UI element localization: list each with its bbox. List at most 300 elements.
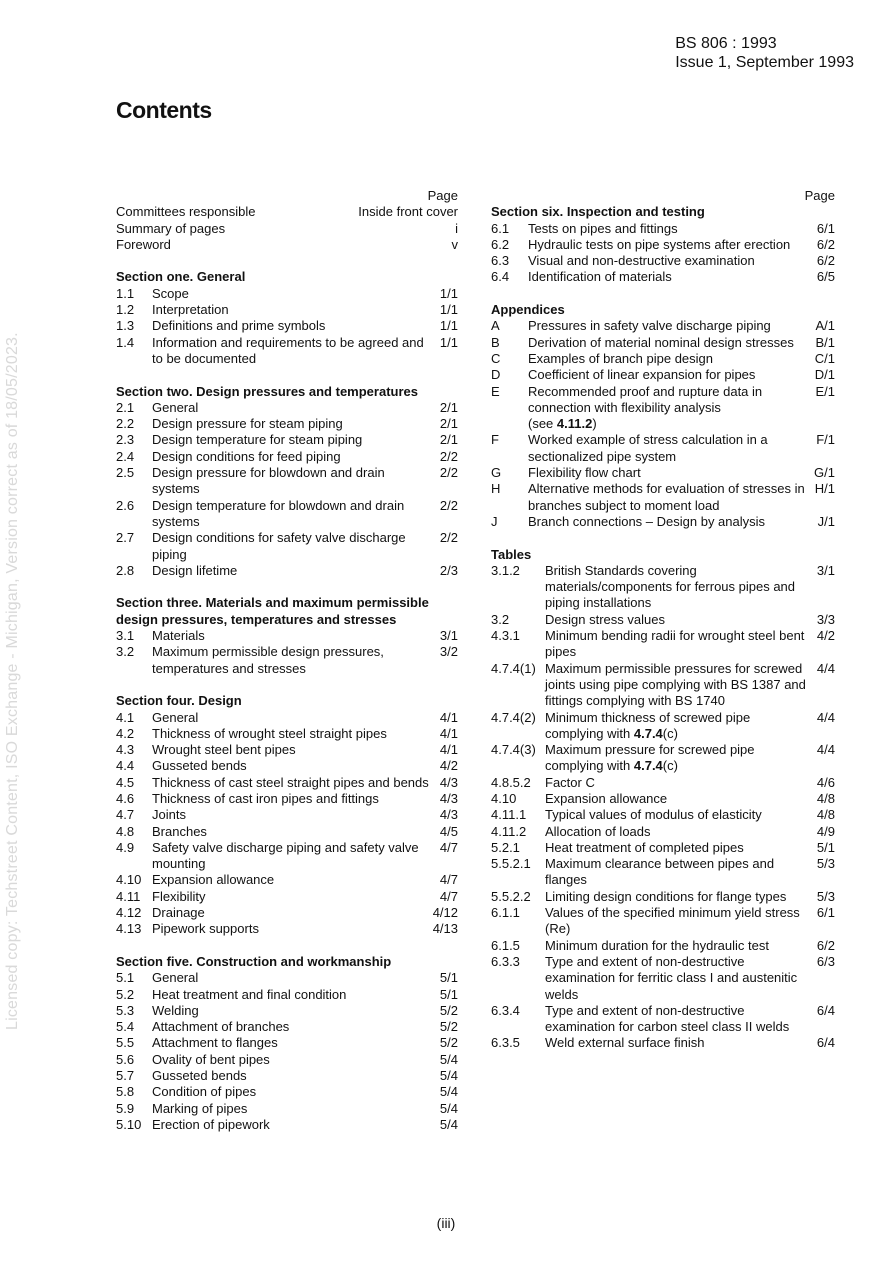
- page-title: Contents: [116, 97, 212, 123]
- toc-entry-title-text: Minimum duration for the hydraulic test: [545, 937, 769, 953]
- toc-entry-title: [528, 318, 809, 334]
- toc-entry[interactable]: [491, 710, 835, 743]
- toc-entry-page: 2/3: [439, 562, 458, 578]
- toc-entry[interactable]: [491, 1035, 835, 1051]
- toc-entry-title-text: Marking of pipes: [152, 1100, 248, 1116]
- toc-entry-page: 4/12: [432, 905, 458, 921]
- toc-entry-title: [152, 449, 434, 465]
- toc-entry[interactable]: [116, 970, 458, 986]
- toc-entry-number: C: [491, 350, 501, 366]
- toc-entry[interactable]: [491, 221, 835, 237]
- toc-entry-page: D/1: [814, 367, 835, 383]
- toc-entry-title-text: ): [592, 416, 597, 432]
- toc-entry-number: 5.1: [116, 970, 135, 986]
- toc-entry[interactable]: [491, 905, 835, 938]
- toc-entry-page: 4/7: [439, 872, 458, 888]
- toc-entry-page: E/1: [815, 383, 835, 399]
- toc-entry-title-text: Typical values of modulus of elasticity: [545, 807, 762, 823]
- toc-entry[interactable]: [116, 758, 458, 774]
- toc-entry-title-text: Worked example of stress calculation in a sectionalized pipe system: [528, 432, 768, 464]
- toc-entry-title-text: Tests on pipes and fittings: [528, 220, 678, 236]
- toc-entry-title: Summary of pages: [116, 220, 226, 236]
- toc-entry-number: 3.2: [491, 611, 510, 627]
- toc-entry-title-text: Minimum bending radii for wrought steel bent pipes: [545, 628, 805, 660]
- toc-entry-page: 4/1: [439, 709, 458, 725]
- toc-entry-number: 5.5.2.2: [491, 888, 531, 904]
- toc-entry-title-text: Information and requirements to be agreed and to be documented: [152, 334, 424, 366]
- toc-entry-title-text: Recommended proof and rupture data in connection with flexibility analysis: [528, 383, 763, 415]
- section-heading: Tables: [491, 546, 532, 562]
- toc-entry[interactable]: [116, 710, 458, 726]
- toc-entry-title-text: (c): [662, 758, 678, 774]
- toc-entry-title: [152, 1101, 434, 1117]
- toc-entry-page: 4/3: [439, 774, 458, 790]
- toc-entry-title-text: Welding: [152, 1002, 199, 1018]
- toc-entry-title: [152, 465, 434, 498]
- toc-entry-title: [545, 563, 811, 612]
- toc-entry[interactable]: [491, 384, 835, 433]
- toc-entry-number: 4.8: [116, 823, 135, 839]
- toc-entry-title-text: Maximum pressure for screwed pipe complying with: [545, 742, 755, 774]
- toc-entry[interactable]: [491, 791, 835, 807]
- toc-entry-title-text: Condition of pipes: [152, 1084, 257, 1100]
- toc-entry-number: 4.11.1: [491, 807, 527, 823]
- toc-entry-title-text: Design pressure for blowdown and drain systems: [152, 465, 385, 497]
- toc-entry[interactable]: [491, 465, 835, 481]
- toc-entry-page: H/1: [814, 481, 835, 497]
- toc-entry-page: 4/3: [439, 807, 458, 823]
- toc-entry-number: 5.4: [116, 1019, 135, 1035]
- toc-entry-page: 1/1: [439, 334, 458, 350]
- toc-entry-page: 2/2: [439, 497, 458, 513]
- toc-entry-title: [152, 400, 434, 416]
- toc-entry-title: [152, 563, 434, 579]
- toc-entry[interactable]: [491, 840, 835, 856]
- toc-entry-title-text: Factor C: [545, 774, 595, 790]
- toc-entry[interactable]: [116, 221, 458, 237]
- toc-entry-title: [152, 286, 434, 302]
- toc-entry-number: F: [491, 432, 499, 448]
- toc-entry-page: 4/9: [816, 823, 835, 839]
- toc-entry-title: [152, 970, 434, 986]
- toc-entry-title: [545, 824, 811, 840]
- toc-entry-page: 5/4: [439, 1051, 458, 1067]
- toc-entry-page: 6/2: [816, 236, 835, 252]
- toc-entry[interactable]: [116, 416, 458, 432]
- toc-entry-title-text: Identification of materials: [528, 269, 672, 285]
- toc-entry[interactable]: [116, 840, 458, 873]
- toc-entry[interactable]: [116, 1117, 458, 1133]
- toc-entry[interactable]: [491, 1003, 835, 1036]
- toc-entry-title: [152, 742, 434, 758]
- toc-entry[interactable]: [491, 856, 835, 889]
- toc-entry[interactable]: [491, 889, 835, 905]
- toc-entry-page: F/1: [816, 432, 835, 448]
- toc-entry-number: 2.6: [116, 497, 135, 513]
- toc-entry-title-text: Weld external surface finish: [545, 1035, 705, 1051]
- toc-entry-title: [545, 840, 811, 856]
- toc-entry-number: 2.4: [116, 448, 135, 464]
- toc-entry[interactable]: [116, 204, 458, 220]
- toc-entry-number: 1.1: [116, 285, 135, 301]
- section-heading: Section three. Materials and maximum permissible design pressures, temperatures and stresses: [116, 595, 429, 627]
- contents-right-column: [491, 188, 835, 1052]
- toc-entry-number: 4.11.2: [491, 823, 527, 839]
- toc-entry[interactable]: [116, 432, 458, 448]
- toc-entry-title-text: Pressures in safety valve discharge piping: [528, 318, 771, 334]
- toc-entry-number: G: [491, 465, 502, 481]
- toc-entry-title: [152, 807, 434, 823]
- toc-entry-number: 2.2: [116, 416, 135, 432]
- toc-entry-number: 6.1.1: [491, 905, 520, 921]
- toc-entry-page: 5/2: [439, 1002, 458, 1018]
- toc-entry[interactable]: [491, 367, 835, 383]
- toc-entry[interactable]: [116, 1003, 458, 1019]
- toc-entry[interactable]: [116, 237, 458, 253]
- toc-entry-title-text: Wrought steel bent pipes: [152, 742, 296, 758]
- watermark: Licensed copy: Techstreet Content, ISO Exchange - Michigan, Version correct as of 18/05/2023.: [4, 332, 21, 1030]
- toc-entry-title: [152, 987, 434, 1003]
- toc-entry-number: 4.8.5.2: [491, 774, 531, 790]
- toc-entry-title-text: General: [152, 709, 199, 725]
- toc-entry-number: 6.3: [491, 253, 510, 269]
- toc-entry[interactable]: [116, 644, 458, 677]
- toc-entry-page: 6/2: [816, 253, 835, 269]
- toc-entry-title-text: Design conditions for feed piping: [152, 448, 341, 464]
- toc-entry[interactable]: [491, 938, 835, 954]
- toc-entry-page: 5/1: [816, 839, 835, 855]
- toc-entry-number: 6.1: [491, 220, 510, 236]
- toc-entry-title: [545, 661, 811, 710]
- toc-entry-page: 3/2: [439, 644, 458, 660]
- toc-entry-title: [545, 954, 811, 1003]
- toc-entry-title-text: Design pressure for steam piping: [152, 416, 343, 432]
- toc-entry-title-text: Minimum thickness of screwed pipe complying with: [545, 709, 751, 741]
- toc-entry-title-text: Attachment to flanges: [152, 1035, 278, 1051]
- toc-entry[interactable]: [491, 335, 835, 351]
- issue-date: Issue 1, September 1993: [675, 54, 854, 71]
- toc-entry-number: B: [491, 334, 500, 350]
- toc-entry[interactable]: [116, 775, 458, 791]
- toc-entry[interactable]: [116, 1084, 458, 1100]
- toc-entry-title: [152, 302, 434, 318]
- toc-entry[interactable]: [491, 318, 835, 334]
- toc-entry[interactable]: [116, 905, 458, 921]
- toc-entry-title: [545, 710, 811, 743]
- toc-entry-title: [152, 791, 434, 807]
- toc-entry-page: G/1: [814, 465, 835, 481]
- toc-entry-page: 4/6: [816, 774, 835, 790]
- toc-entry-title-text: Design stress values: [545, 611, 665, 627]
- toc-entry[interactable]: [491, 661, 835, 710]
- toc-entry[interactable]: [116, 987, 458, 1003]
- toc-entry-page: 1/1: [439, 318, 458, 334]
- toc-entry[interactable]: [116, 791, 458, 807]
- toc-entry-page: 2/1: [439, 416, 458, 432]
- toc-entry-title-text: Expansion allowance: [152, 872, 275, 888]
- section-heading: Section six. Inspection and testing: [491, 204, 705, 220]
- toc-entry-page: 4/1: [439, 725, 458, 741]
- toc-entry[interactable]: [491, 514, 835, 530]
- toc-entry-number: 3.1.2: [491, 562, 520, 578]
- toc-entry-page: 1/1: [439, 285, 458, 301]
- toc-entry[interactable]: [116, 498, 458, 531]
- toc-entry-title-text: Branches: [152, 823, 207, 839]
- toc-entry-page: 4/7: [439, 839, 458, 855]
- toc-entry-title-text: (see: [528, 416, 557, 432]
- toc-entry[interactable]: [116, 1052, 458, 1068]
- toc-entry-title-text: Examples of branch pipe design: [528, 350, 714, 366]
- toc-entry[interactable]: [116, 921, 458, 937]
- toc-entry-title: [152, 710, 434, 726]
- toc-entry-title: [152, 921, 427, 937]
- toc-entry-number: 4.5: [116, 774, 135, 790]
- toc-entry-page: 5/1: [439, 986, 458, 1002]
- toc-entry-title: [545, 905, 811, 938]
- toc-entry-number: 6.3.3: [491, 953, 520, 969]
- toc-entry-title-text: Gusseted bends: [152, 758, 247, 774]
- toc-entry-title-text: Drainage: [152, 905, 205, 921]
- toc-entry-title-text: Type and extent of non-destructive examination for carbon steel class II welds: [545, 1002, 790, 1035]
- toc-entry-title: [545, 807, 811, 823]
- section-heading: Section five. Construction and workmanship: [116, 953, 392, 969]
- toc-entry-title-text: (c): [662, 725, 678, 741]
- toc-entry[interactable]: [116, 742, 458, 758]
- toc-entry-title: [528, 384, 809, 433]
- toc-entry-title: [528, 367, 809, 383]
- toc-entry-title: [152, 1003, 434, 1019]
- toc-entry-title: [545, 628, 811, 661]
- toc-entry-title-text: Attachment of branches: [152, 1019, 290, 1035]
- toc-entry-title: [528, 269, 811, 285]
- toc-entry-page: 5/4: [439, 1068, 458, 1084]
- section-heading: Section four. Design: [116, 693, 242, 709]
- toc-entry[interactable]: [116, 318, 458, 334]
- toc-entry-number: 4.1: [116, 709, 135, 725]
- toc-entry-title-text: Erection of pipework: [152, 1116, 270, 1132]
- toc-entry-title: [152, 872, 434, 888]
- toc-entry-page: 2/2: [439, 448, 458, 464]
- toc-entry-page: J/1: [817, 513, 835, 529]
- toc-entry-page: 3/3: [816, 611, 835, 627]
- toc-entry-title-text: Thickness of cast steel straight pipes and bends: [152, 774, 429, 790]
- toc-entry-number: 4.10: [491, 790, 517, 806]
- toc-entry-page: 5/3: [816, 888, 835, 904]
- toc-entry-number: 3.2: [116, 644, 135, 660]
- toc-entry-title: [528, 335, 809, 351]
- toc-entry-number: 2.7: [116, 530, 135, 546]
- toc-entry-title-text: Flexibility: [152, 888, 206, 904]
- toc-entry[interactable]: [116, 1068, 458, 1084]
- toc-entry-title: [152, 824, 434, 840]
- toc-entry[interactable]: [491, 253, 835, 269]
- toc-entry[interactable]: [116, 628, 458, 644]
- toc-entry-number: A: [491, 318, 500, 334]
- toc-entry-title: [152, 628, 434, 644]
- toc-entry[interactable]: [116, 1019, 458, 1035]
- toc-entry[interactable]: [491, 237, 835, 253]
- toc-entry-title-text: Design lifetime: [152, 562, 238, 578]
- toc-entry-number: 1.2: [116, 302, 135, 318]
- toc-entry-title-text: Pipework supports: [152, 921, 259, 937]
- toc-entry-title: [152, 1084, 434, 1100]
- toc-entry-number: 6.3.5: [491, 1035, 520, 1051]
- toc-entry-title-text: Hydraulic tests on pipe systems after erection: [528, 236, 791, 252]
- toc-entry-number: 6.3.4: [491, 1002, 520, 1018]
- toc-entry-title: [152, 775, 434, 791]
- toc-entry-title: [545, 889, 811, 905]
- toc-entry[interactable]: [116, 563, 458, 579]
- toc-entry[interactable]: [491, 824, 835, 840]
- toc-entry-number: 5.2: [116, 986, 135, 1002]
- toc-entry-number: E: [491, 383, 500, 399]
- toc-entry-number: 4.13: [116, 921, 142, 937]
- toc-entry-page: 4/13: [432, 921, 458, 937]
- toc-entry-page: 4/4: [816, 660, 835, 676]
- toc-entry[interactable]: [116, 824, 458, 840]
- toc-entry-title: [152, 335, 434, 368]
- toc-entry-number: 4.6: [116, 790, 135, 806]
- toc-entry-title-text: Heat treatment and final condition: [152, 986, 347, 1002]
- toc-entry-title-text: Thickness of cast iron pipes and fittings: [152, 790, 379, 806]
- toc-entry-page: Inside front cover: [358, 204, 458, 220]
- toc-entry-title-text: Derivation of material nominal design stresses: [528, 334, 794, 350]
- toc-entry-title: [152, 726, 434, 742]
- toc-entry-page: 5/4: [439, 1100, 458, 1116]
- toc-entry-page: 4/8: [816, 790, 835, 806]
- toc-entry-title: [152, 1035, 434, 1051]
- toc-entry-number: J: [491, 513, 498, 529]
- toc-entry[interactable]: [116, 302, 458, 318]
- toc-entry-number: 2.3: [116, 432, 135, 448]
- toc-entry[interactable]: [116, 726, 458, 742]
- toc-entry-title-text: Interpretation: [152, 302, 229, 318]
- toc-entry-title: [152, 530, 434, 563]
- toc-entry-title: [545, 856, 811, 889]
- toc-entry-page: 2/2: [439, 530, 458, 546]
- toc-entry-title: Committees responsible: [116, 204, 256, 220]
- toc-entry-title: [152, 1068, 434, 1084]
- toc-entry-page: v: [451, 236, 458, 252]
- toc-entry-number: 4.9: [116, 839, 135, 855]
- toc-entry-title: [528, 221, 811, 237]
- toc-entry-number: 4.7.4(1): [491, 660, 536, 676]
- toc-entry-number: 5.2.1: [491, 839, 520, 855]
- toc-entry[interactable]: [491, 742, 835, 775]
- toc-entry-title-text: Heat treatment of completed pipes: [545, 839, 744, 855]
- toc-entry-title: [528, 481, 809, 514]
- toc-entry[interactable]: [491, 628, 835, 661]
- toc-entry-title: [545, 791, 811, 807]
- toc-entry-title-text: Gusseted bends: [152, 1068, 247, 1084]
- toc-entry[interactable]: [491, 481, 835, 514]
- toc-entry-number: 4.7: [116, 807, 135, 823]
- toc-entry-number: 5.3: [116, 1002, 135, 1018]
- toc-entry-page: 5/4: [439, 1084, 458, 1100]
- toc-entry[interactable]: [116, 889, 458, 905]
- toc-entry-page: 5/2: [439, 1019, 458, 1035]
- toc-entry[interactable]: [491, 432, 835, 465]
- toc-entry[interactable]: [491, 807, 835, 823]
- toc-entry[interactable]: [491, 269, 835, 285]
- toc-entry-title: Foreword: [116, 236, 171, 252]
- page-column-header: Page: [804, 188, 835, 203]
- toc-entry-title: [152, 905, 427, 921]
- toc-entry[interactable]: [116, 465, 458, 498]
- toc-entry[interactable]: [116, 286, 458, 302]
- toc-entry-title-text: Joints: [152, 807, 186, 823]
- toc-entry-title-text: Expansion allowance: [545, 790, 668, 806]
- toc-entry-title-text: Definitions and prime symbols: [152, 318, 326, 334]
- toc-entry-title: [545, 612, 811, 628]
- toc-entry-number: 5.5: [116, 1035, 135, 1051]
- toc-entry[interactable]: [116, 335, 458, 368]
- toc-entry-title-text: Ovality of bent pipes: [152, 1051, 270, 1067]
- toc-entry[interactable]: [116, 449, 458, 465]
- toc-entry-title-text: Branch connections – Design by analysis: [528, 513, 766, 529]
- toc-entry-page: 4/4: [816, 742, 835, 758]
- toc-entry-number: 4.12: [116, 905, 142, 921]
- toc-entry-number: H: [491, 481, 501, 497]
- toc-entry-title-text: Maximum clearance between pipes and flanges: [545, 856, 775, 888]
- toc-entry-number: 5.6: [116, 1051, 135, 1067]
- toc-entry-title-text: General: [152, 970, 199, 986]
- clause-reference: 4.7.4: [633, 758, 663, 774]
- toc-entry[interactable]: [491, 351, 835, 367]
- toc-entry-title-text: Coefficient of linear expansion for pipes: [528, 367, 756, 383]
- toc-entry-page: 2/2: [439, 465, 458, 481]
- toc-entry-title: [545, 1003, 811, 1036]
- toc-entry[interactable]: [116, 807, 458, 823]
- toc-entry-page: 6/2: [816, 937, 835, 953]
- toc-entry[interactable]: [116, 872, 458, 888]
- toc-entry-page: 5/3: [816, 856, 835, 872]
- toc-entry-page: 3/1: [816, 562, 835, 578]
- toc-entry-title: [152, 1052, 434, 1068]
- toc-entry-title-text: Design temperature for steam piping: [152, 432, 363, 448]
- toc-entry-page: B/1: [815, 334, 835, 350]
- toc-entry-title-text: Allocation of loads: [545, 823, 651, 839]
- toc-entry-title: [152, 840, 434, 873]
- toc-entry-number: 3.1: [116, 628, 135, 644]
- toc-entry-title-text: Type and extent of non-destructive examination for ferritic class I and austenitic welds: [545, 953, 798, 1002]
- toc-entry-number: 4.3.1: [491, 628, 520, 644]
- toc-entry-number: 4.2: [116, 725, 135, 741]
- toc-entry-page: 5/4: [439, 1116, 458, 1132]
- toc-entry-number: 4.4: [116, 758, 135, 774]
- clause-reference: 4.7.4: [633, 725, 663, 741]
- toc-entry-page: 5/2: [439, 1035, 458, 1051]
- section-heading: Appendices: [491, 302, 565, 318]
- toc-entry-page: 2/1: [439, 399, 458, 415]
- toc-entry-title-text: Maximum permissible design pressures, temperatures and stresses: [152, 644, 384, 676]
- toc-entry[interactable]: [116, 530, 458, 563]
- toc-entry[interactable]: [116, 400, 458, 416]
- toc-entry[interactable]: [116, 1035, 458, 1051]
- toc-entry-page: 4/5: [439, 823, 458, 839]
- toc-entry-title: [528, 253, 811, 269]
- toc-entry[interactable]: [491, 954, 835, 1003]
- toc-entry-title: [152, 1019, 434, 1035]
- toc-entry-title-text: Design temperature for blowdown and drain systems: [152, 497, 405, 529]
- toc-entry[interactable]: [116, 1101, 458, 1117]
- toc-entry[interactable]: [491, 563, 835, 612]
- section-heading: Section one. General: [116, 269, 246, 285]
- toc-entry-number: 5.7: [116, 1068, 135, 1084]
- toc-entry[interactable]: [491, 612, 835, 628]
- toc-entry-title-text: Thickness of wrought steel straight pipes: [152, 725, 387, 741]
- toc-entry[interactable]: [491, 775, 835, 791]
